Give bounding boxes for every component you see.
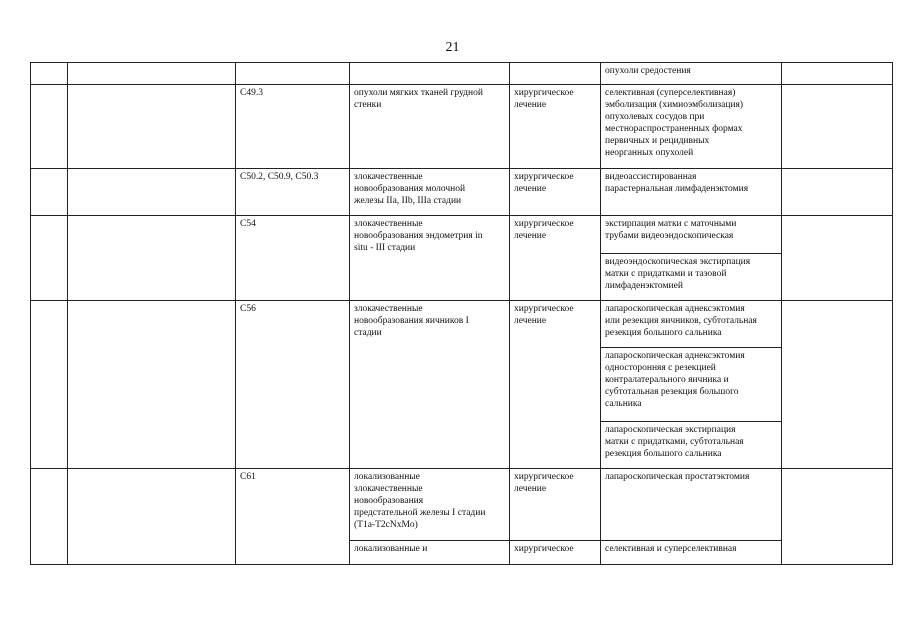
- disease-line: локализованные: [354, 472, 420, 482]
- code-cell: [236, 169, 350, 216]
- disease-cell: [350, 469, 510, 541]
- table-row: [31, 169, 893, 216]
- extra-cell: [782, 85, 893, 169]
- method-cell: [601, 469, 782, 541]
- disease-cell: [350, 301, 510, 469]
- method-cell: [601, 348, 782, 422]
- method-line: лапароскопическая аднексэктомия: [605, 351, 745, 361]
- method-line: резекция большого сальника: [605, 449, 722, 459]
- disease-line: новообразования эндометрия in: [354, 231, 483, 241]
- index-cell: [31, 216, 68, 301]
- treatment-cell: [510, 541, 601, 565]
- treatment-line: хирургическое: [514, 304, 574, 314]
- method-cell: [601, 169, 782, 216]
- code-cell: [236, 63, 350, 85]
- method-line: селективная и суперселективная: [605, 544, 737, 554]
- index-cell: [31, 469, 68, 565]
- disease-line: стенки: [354, 100, 382, 110]
- method-line: парастернальная лимфаденэктомия: [605, 184, 749, 194]
- table-row: [31, 469, 893, 541]
- method-cell: [601, 541, 782, 565]
- method-line: опухоли средостения: [605, 66, 691, 76]
- method-line: первичных и рецидивных: [605, 136, 710, 146]
- method-line: лапароскопическая аднексэктомия: [605, 304, 745, 314]
- treatment-cell: [510, 63, 601, 85]
- disease-cell: [350, 85, 510, 169]
- extra-cell: [782, 301, 893, 469]
- treatment-line: хирургическое: [514, 219, 574, 229]
- treatment-line: хирургическое: [514, 544, 574, 554]
- extra-cell: [782, 169, 893, 216]
- method-line: опухолевых сосудов при: [605, 112, 705, 122]
- index-cell: [31, 301, 68, 469]
- method-line: матки с придатками и тазовой: [605, 269, 727, 279]
- disease-line: новообразования: [354, 496, 424, 506]
- disease-line: опухоли мягких тканей грудной: [354, 88, 483, 98]
- method-line: односторонняя с резекцией: [605, 363, 716, 373]
- table-row: [31, 63, 893, 85]
- method-line: матки с придатками, субтотальная: [605, 437, 744, 447]
- disease-line: злокачественные: [354, 172, 423, 182]
- group-cell: [68, 216, 236, 301]
- index-cell: [31, 63, 68, 85]
- method-line: лапароскопическая простатэктомия: [605, 472, 750, 482]
- treatment-cell: [510, 469, 601, 541]
- method-line: селективная (суперселективная): [605, 88, 736, 98]
- method-line: видеоассистированная: [605, 172, 697, 182]
- disease-cell: [350, 63, 510, 85]
- treatment-cell: [510, 85, 601, 169]
- procedures-table: [30, 62, 893, 565]
- treatment-cell: [510, 216, 601, 301]
- extra-cell: [782, 469, 893, 565]
- method-line: экстирпация матки с маточными: [605, 219, 737, 229]
- disease-line: предстательной железы I стадии: [354, 508, 486, 518]
- table-row: [31, 85, 893, 169]
- code-cell: [236, 469, 350, 565]
- treatment-cell: [510, 301, 601, 469]
- disease-line: локализованные и: [354, 544, 428, 554]
- code-cell: [236, 216, 350, 301]
- treatment-line: лечение: [514, 231, 547, 241]
- disease-line: злокачественные: [354, 484, 423, 494]
- code-text: C49.3: [240, 88, 263, 98]
- treatment-line: лечение: [514, 484, 547, 494]
- index-cell: [31, 169, 68, 216]
- method-line: резекция большого сальника: [605, 328, 722, 338]
- treatment-line: хирургическое: [514, 472, 574, 482]
- disease-line: новообразования молочной: [354, 184, 466, 194]
- method-cell: [601, 254, 782, 301]
- method-cell: [601, 422, 782, 469]
- group-cell: [68, 469, 236, 565]
- page-number: 21: [445, 40, 460, 55]
- extra-cell: [782, 63, 893, 85]
- index-cell: [31, 85, 68, 169]
- method-line: контралатерального яичника и: [605, 375, 729, 385]
- method-line: местнораспространенных формах: [605, 124, 743, 134]
- code-cell: [236, 85, 350, 169]
- treatment-line: хирургическое: [514, 88, 574, 98]
- method-cell: [601, 301, 782, 348]
- method-line: субтотальная резекция большого: [605, 387, 739, 397]
- disease-cell: [350, 216, 510, 301]
- method-line: неорганных опухолей: [605, 148, 694, 158]
- treatment-line: лечение: [514, 100, 547, 110]
- method-cell: [601, 85, 782, 169]
- treatment-line: лечение: [514, 184, 547, 194]
- treatment-line: хирургическое: [514, 172, 574, 182]
- disease-line: железы IIa, IIb, IIIa стадии: [354, 196, 462, 206]
- disease-line: злокачественные: [354, 304, 423, 314]
- extra-cell: [782, 216, 893, 301]
- method-line: или резекция яичников, субтотальная: [605, 316, 757, 326]
- disease-cell: [350, 169, 510, 216]
- method-line: эмболизация (химиоэмболизация): [605, 100, 744, 110]
- method-cell: [601, 216, 782, 254]
- disease-line: situ - III стадии: [354, 243, 416, 253]
- code-text: C61: [240, 472, 256, 482]
- table-row: [31, 301, 893, 348]
- group-cell: [68, 85, 236, 169]
- method-line: трубами видеоэндоскопическая: [605, 231, 734, 241]
- code-text: C56: [240, 304, 256, 314]
- disease-cell: [350, 541, 510, 565]
- code-cell: [236, 301, 350, 469]
- treatment-cell: [510, 169, 601, 216]
- method-line: лимфаденэктомией: [605, 281, 683, 291]
- treatment-line: лечение: [514, 316, 547, 326]
- disease-line: злокачественные: [354, 219, 423, 229]
- group-cell: [68, 63, 236, 85]
- group-cell: [68, 169, 236, 216]
- disease-line: новообразования яичников I: [354, 316, 469, 326]
- method-line: лапароскопическая экстирпация: [605, 425, 736, 435]
- disease-line: стадии: [354, 328, 382, 338]
- method-cell: [601, 63, 782, 85]
- code-text: C54: [240, 219, 256, 229]
- group-cell: [68, 301, 236, 469]
- method-line: сальника: [605, 399, 642, 409]
- table-row: [31, 216, 893, 254]
- code-text: C50.2, C50.9, C50.3: [240, 172, 319, 182]
- method-line: видеоэндоскопическая экстирпация: [605, 257, 751, 267]
- disease-line: (T1a-T2cNxMo): [354, 520, 418, 530]
